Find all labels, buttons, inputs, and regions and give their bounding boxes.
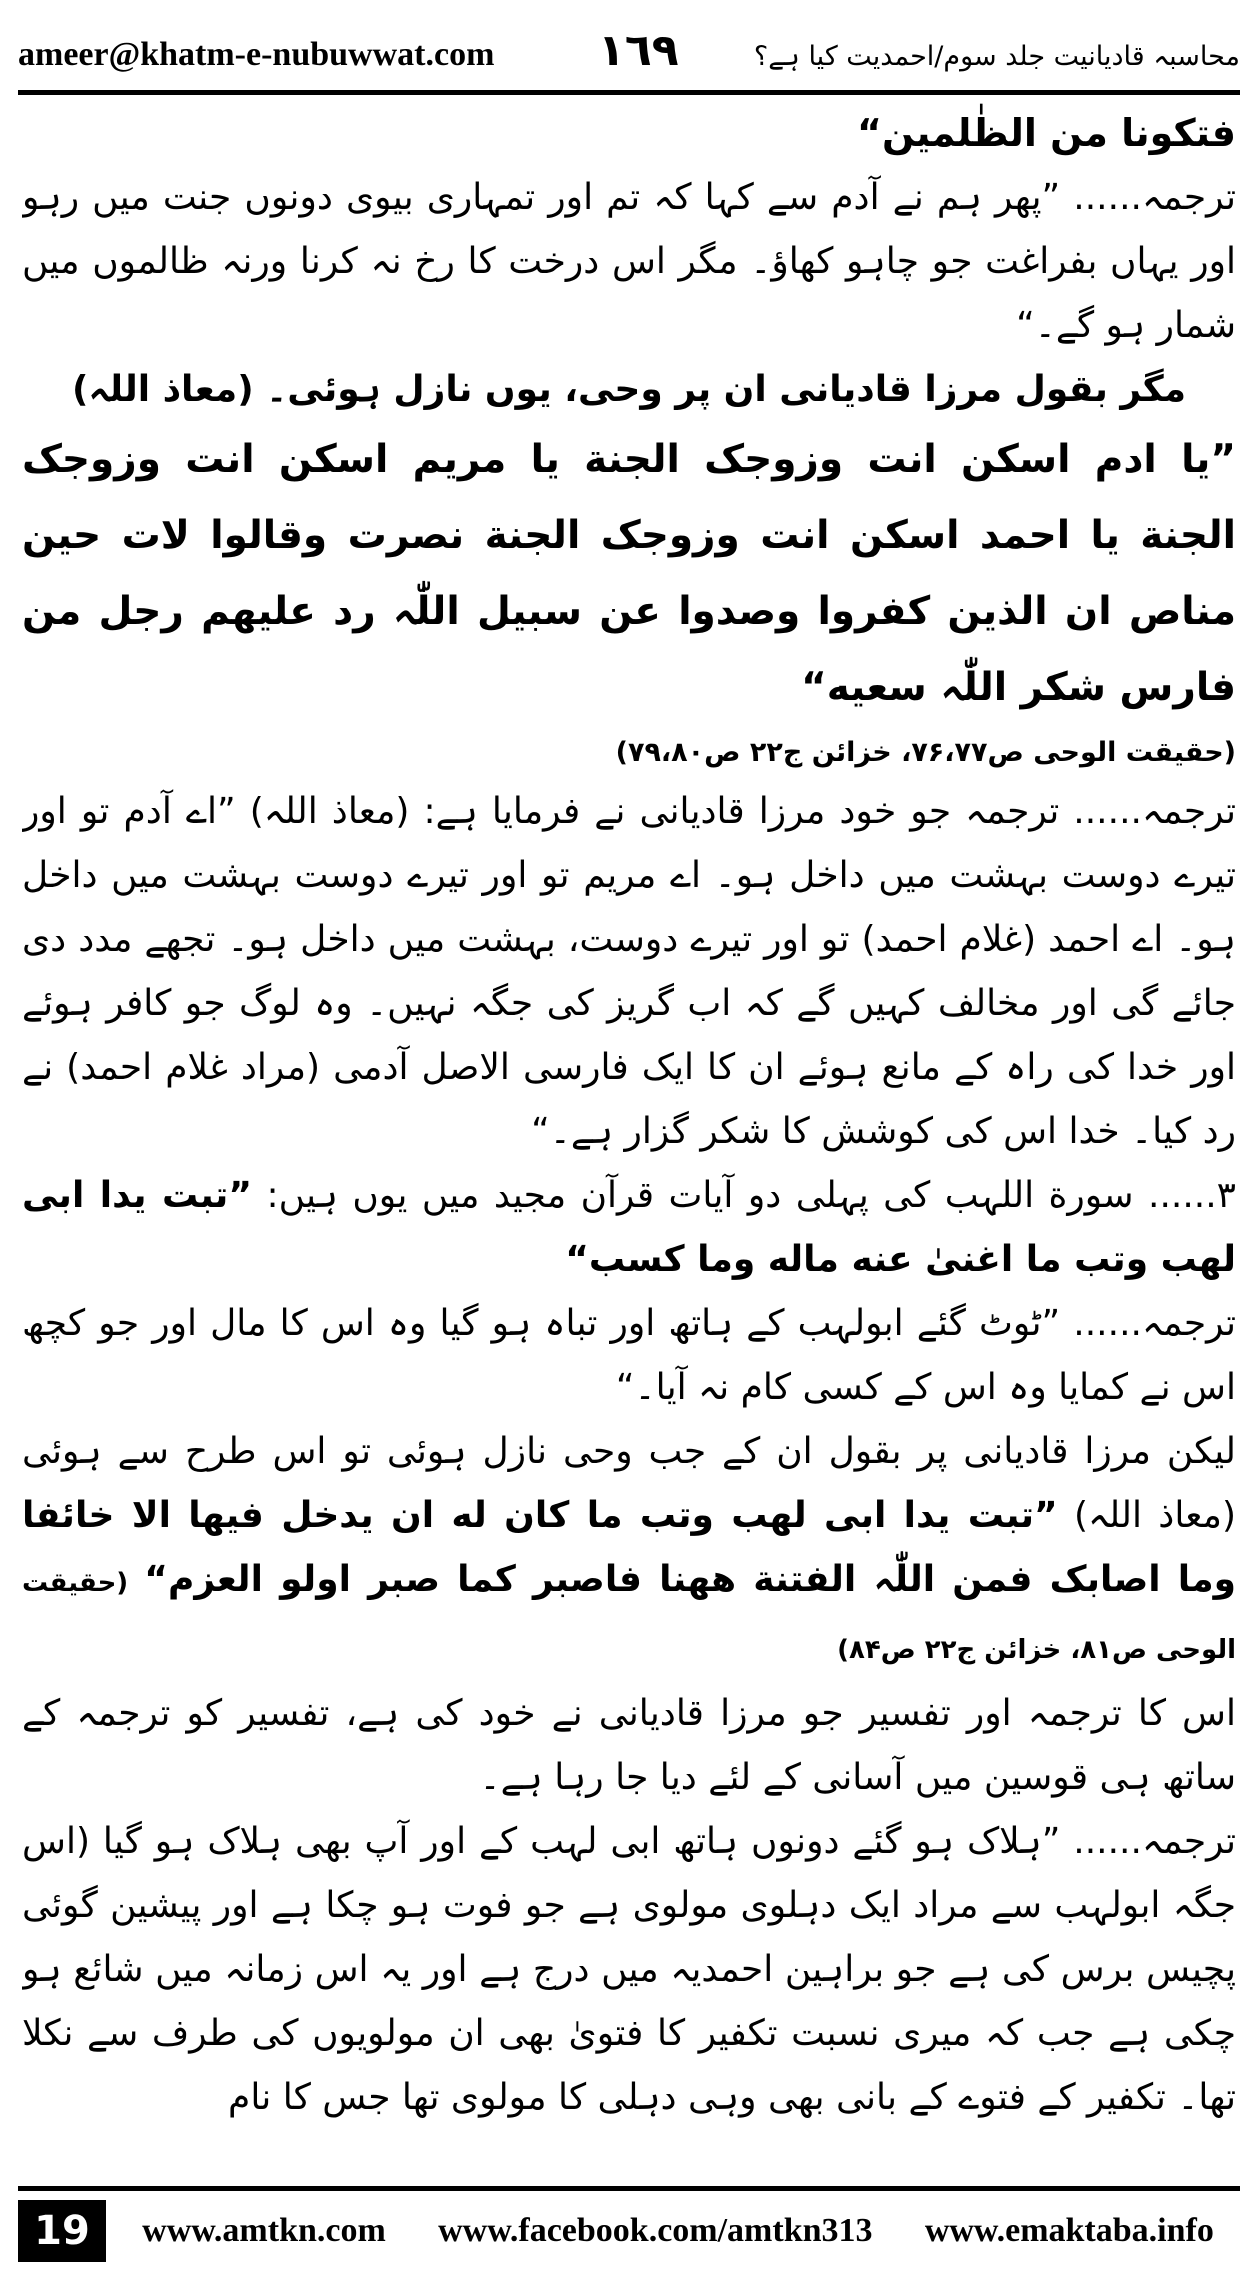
tafsir-intro: اس کا ترجمہ اور تفسیر جو مرزا قادیانی نے خود کی ہے، تفسیر کو ترجمہ کے ساتھ ہی قوسین میں آسانی کے لئے دیا جا رہا ہے۔: [22, 1693, 1236, 1798]
footer-link-emaktaba[interactable]: www.emaktaba.info: [924, 2212, 1214, 2249]
footer-links: [106, 2212, 1240, 2250]
reference-citation: (حقیقت الوحی ص۷۶،۷۷، خزائن ج۲۲ ص۷۹،۸۰): [615, 737, 1236, 768]
page-body: [22, 100, 1236, 2170]
translation-paragraph-1: [22, 166, 1236, 358]
footer-divider: [18, 2186, 1240, 2191]
point-number: ۳......: [1148, 1175, 1236, 1216]
header-divider: [18, 90, 1240, 95]
point-text: سورة اللہب کی پہلی دو آیات قرآن مجید میں یوں ہیں:: [266, 1175, 1134, 1216]
arabic-verse-ending: فتکونا من الظٰلمین“: [856, 111, 1236, 155]
point-3-paragraph: [22, 1164, 1236, 1292]
translation-label: ترجمہ......: [1073, 791, 1236, 832]
inline-arabic-revelation: ”تبت یدا ابی لهب وتب ما کان له ان یدخل فیها الا خائفا وما اصابک فمن اللّٰہ الفتنة ھھنا فاصبر کما صبر اولو العزم“: [22, 1495, 1236, 1600]
translation-text: ”ہلاک ہو گئے دونوں ہاتھ ابی لہب کے اور آپ بھی ہلاک ہو گیا (اس جگہ ابولہب سے مراد ایک دہلوی مولوی ہے جو فوت ہو چکا ہے اور پیشین گوئی پچیس برس کی ہے جو براہین احمدیہ میں درج ہے اور یہ اس زمانہ میں شائع ہو چکی ہے جب کہ میری نسبت تکفیر کا فتویٰ بھی ان مولویوں کی طرف سے نکلا تھا۔ تکفیر کے فتوے کے بانی بھی وہی دہلی کا مولوی تھا جس کا نام: [22, 1821, 1236, 2118]
translation-text: ترجمہ جو خود مرزا قادیانی نے فرمایا ہے: (معاذ اللہ) ”اے آدم تو اور تیرے دوست بہشت میں داخل ہو۔ اے مریم تو اور تیرے دوست بہشت میں داخل ہو۔ اے احمد (غلام احمد) تو اور تیرے دوست، بہشت میں داخل ہو۔ تجھے مدد دی جائے گی اور مخالف کہیں گے کہ اب گریز کی جگہ نہیں۔ وہ لوگ جو کافر ہوئے اور خدا کی راہ کے مانع ہوئے ان کا ایک فارسی الاصل آدمی (مراد غلام احمد) نے رد کیا۔ خدا اس کی کوشش کا شکر گزار ہے۔“: [22, 791, 1236, 1152]
footer-link-amtkn[interactable]: www.amtkn.com: [142, 2212, 386, 2249]
arabic-revelation: ”یا ادم اسکن انت وزوجک الجنة یا مریم اسکن انت وزوجک الجنة یا احمد اسکن انت وزوجک الجنة نصرت وقالوا لات حین مناص ان الذین کفروا وصدوا عن سبیل اللّٰہ رد علیهم رجل من فارس شکر اللّٰہ سعیه“: [22, 437, 1236, 710]
translation-text: ”پھر ہم نے آدم سے کہا کہ تم اور تمہاری بیوی دونوں جنت میں رہو اور یہاں بفراغت جو چاہو کھاؤ۔ مگر اس درخت کا رخ نہ کرنا ورنہ ظالموں میں شمار ہو گے۔“: [22, 177, 1236, 346]
translation-label: ترجمہ......: [1073, 1821, 1236, 1862]
revelation-intro: مگر بقول مرزا قادیانی ان پر وحی، یوں نازل ہوئی۔ (معاذ اللہ): [71, 369, 1187, 410]
page-header: [18, 0, 1240, 88]
footer-page-number: 19: [18, 2200, 106, 2262]
translation-label: ترجمہ......: [1073, 1303, 1236, 1344]
revelation-intro-2: لیکن مرزا قادیانی پر بقول ان کے جب وحی نازل ہوئی تو اس طرح سے ہوئی (معاذ اللہ): [22, 1431, 1236, 1536]
header-page-number: ١٦٩: [598, 25, 679, 76]
header-book-title: محاسبہ قادیانیت جلد سوم/احمدیت کیا ہے؟: [753, 41, 1240, 72]
translation-label: ترجمہ......: [1073, 177, 1236, 218]
revelation-paragraph-2: [22, 1420, 1236, 1682]
header-email: ameer@khatm-e-nubuwwat.com: [18, 36, 495, 73]
translation-paragraph-2: [22, 780, 1236, 1164]
inline-reference: (حقیقت الوحی ص۸۱، خزائن ج۲۲ ص۸۴): [22, 1568, 1236, 1665]
page-footer: [18, 2200, 1240, 2262]
translation-paragraph-4: [22, 1810, 1236, 2130]
footer-link-facebook[interactable]: www.facebook.com/amtkn313: [438, 2212, 873, 2249]
translation-paragraph-3: [22, 1292, 1236, 1420]
translation-text: ”ٹوٹ گئے ابولہب کے ہاتھ اور تباہ ہو گیا وہ اس کا مال اور جو کچھ اس نے کمایا وہ اس کے کسی کام نہ آیا۔“: [22, 1303, 1236, 1408]
inline-arabic-verse: ”تبت یدا ابی لهب وتب ما اغنیٰ عنه ماله وما کسب“: [22, 1175, 1236, 1280]
